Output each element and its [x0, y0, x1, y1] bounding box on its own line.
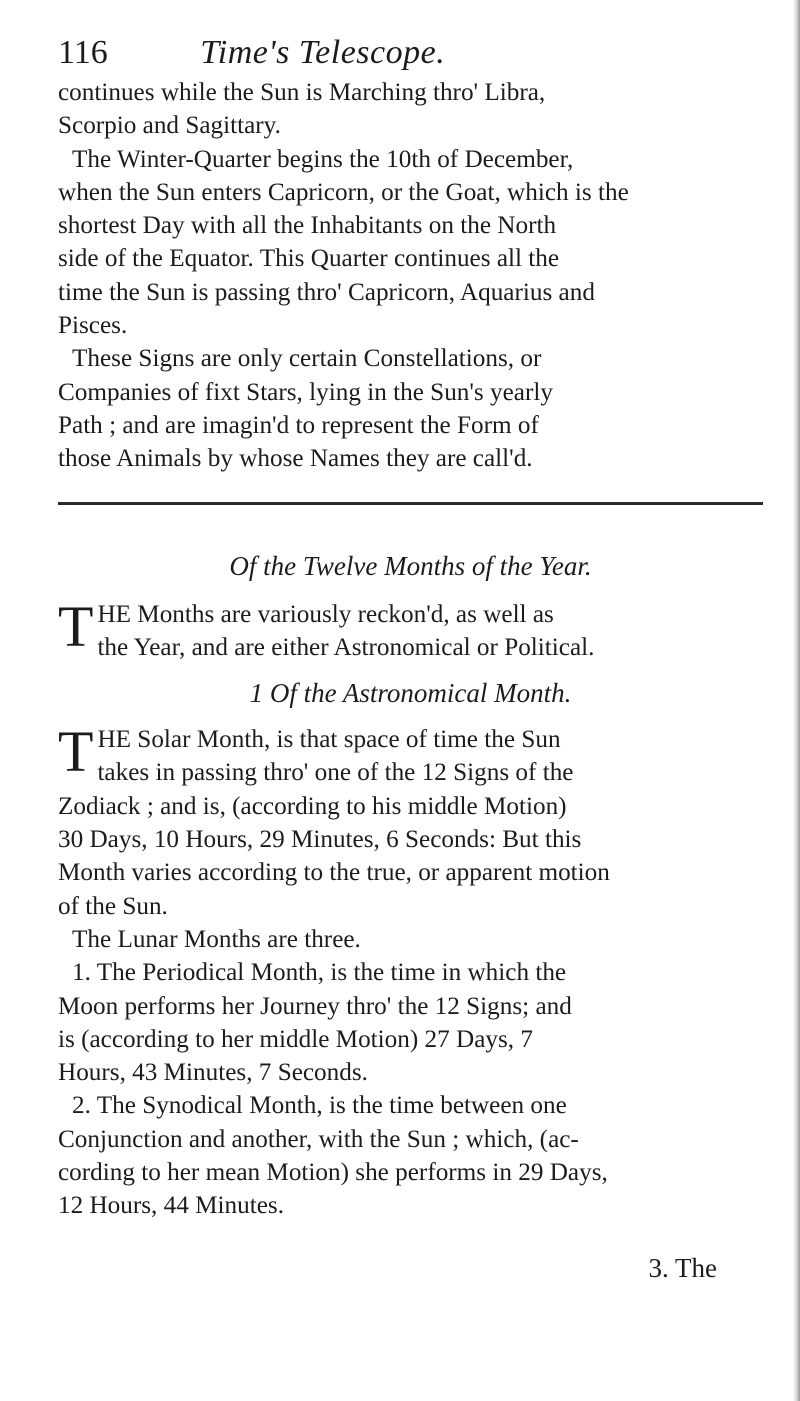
text-line: HE Solar Month, is that space of time the Sun: [97, 726, 561, 754]
text-line: Companies of fixt Stars, lying in the Sun's yearly: [58, 378, 553, 406]
text-line: 2. The Synodical Month, is the time between one: [72, 1092, 567, 1120]
text-line: 12 Hours, 44 Minutes.: [58, 1192, 284, 1220]
text-line: These Signs are only certain Constellations, or: [72, 345, 542, 373]
text-line: shortest Day with all the Inhabitants on the North: [58, 212, 557, 240]
running-title: Time's Telescope.: [200, 34, 446, 71]
text-line: The Winter-Quarter begins the 10th of December,: [72, 145, 574, 173]
text-line: when the Sun enters Capricorn, or the Goat, which is the: [58, 178, 629, 206]
text-line: Moon performs her Journey thro' the 12 Signs; and: [58, 992, 572, 1020]
section-divider: [58, 502, 763, 505]
text-line: the Year, and are either Astronomical or Political.: [97, 633, 595, 661]
subsection-paragraph: [58, 719, 763, 1222]
text-line: cording to her mean Motion) she performs in 29 Days,: [58, 1159, 608, 1187]
text-line: The Lunar Months are three.: [72, 925, 361, 953]
text-line: of the Sun.: [58, 892, 168, 920]
text-line: Conjunction and another, with the Sun ; which, (ac-: [58, 1125, 579, 1153]
text-line: Zodiack ; and is, (according to his middle Motion): [58, 792, 567, 820]
intro-paragraph: [58, 76, 763, 476]
book-page: [58, 36, 763, 1284]
text-line: takes in passing thro' one of the 12 Signs of the: [97, 759, 574, 787]
text-line: Hours, 43 Minutes, 7 Seconds.: [58, 1059, 368, 1087]
text-line: HE Months are variously reckon'd, as well as: [97, 600, 554, 628]
text-line: side of the Equator. This Quarter continues all the: [58, 245, 560, 273]
text-line: Month varies according to the true, or apparent motion: [58, 859, 610, 887]
text-line: Path ; and are imagin'd to represent the Form of: [58, 411, 539, 439]
text-line: 1. The Periodical Month, is the time in which the: [72, 959, 567, 987]
page-header: [58, 36, 763, 70]
subsection-heading: 1 Of the Astronomical Month.: [249, 678, 572, 709]
catchword: 3. The: [648, 1252, 717, 1283]
text-line: Pisces.: [58, 312, 128, 340]
page-number: 116: [58, 34, 108, 71]
text-line: Scorpio and Sagittary.: [58, 112, 281, 140]
section-heading: Of the Twelve Months of the Year.: [229, 550, 592, 581]
text-line: 30 Days, 10 Hours, 29 Minutes, 6 Seconds: But this: [58, 826, 582, 854]
text-line: continues while the Sun is Marching thro' Libra,: [58, 79, 546, 106]
text-line: time the Sun is passing thro' Capricorn, Aquarius and: [58, 278, 595, 306]
drop-cap: T: [58, 593, 94, 659]
text-line: those Animals by whose Names they are call'd.: [58, 445, 533, 473]
text-line: is (according to her middle Motion) 27 Days, 7: [58, 1025, 533, 1053]
page-edge-shadow: [793, 0, 800, 1401]
drop-cap: T: [58, 719, 94, 785]
section-paragraph: [58, 593, 763, 665]
